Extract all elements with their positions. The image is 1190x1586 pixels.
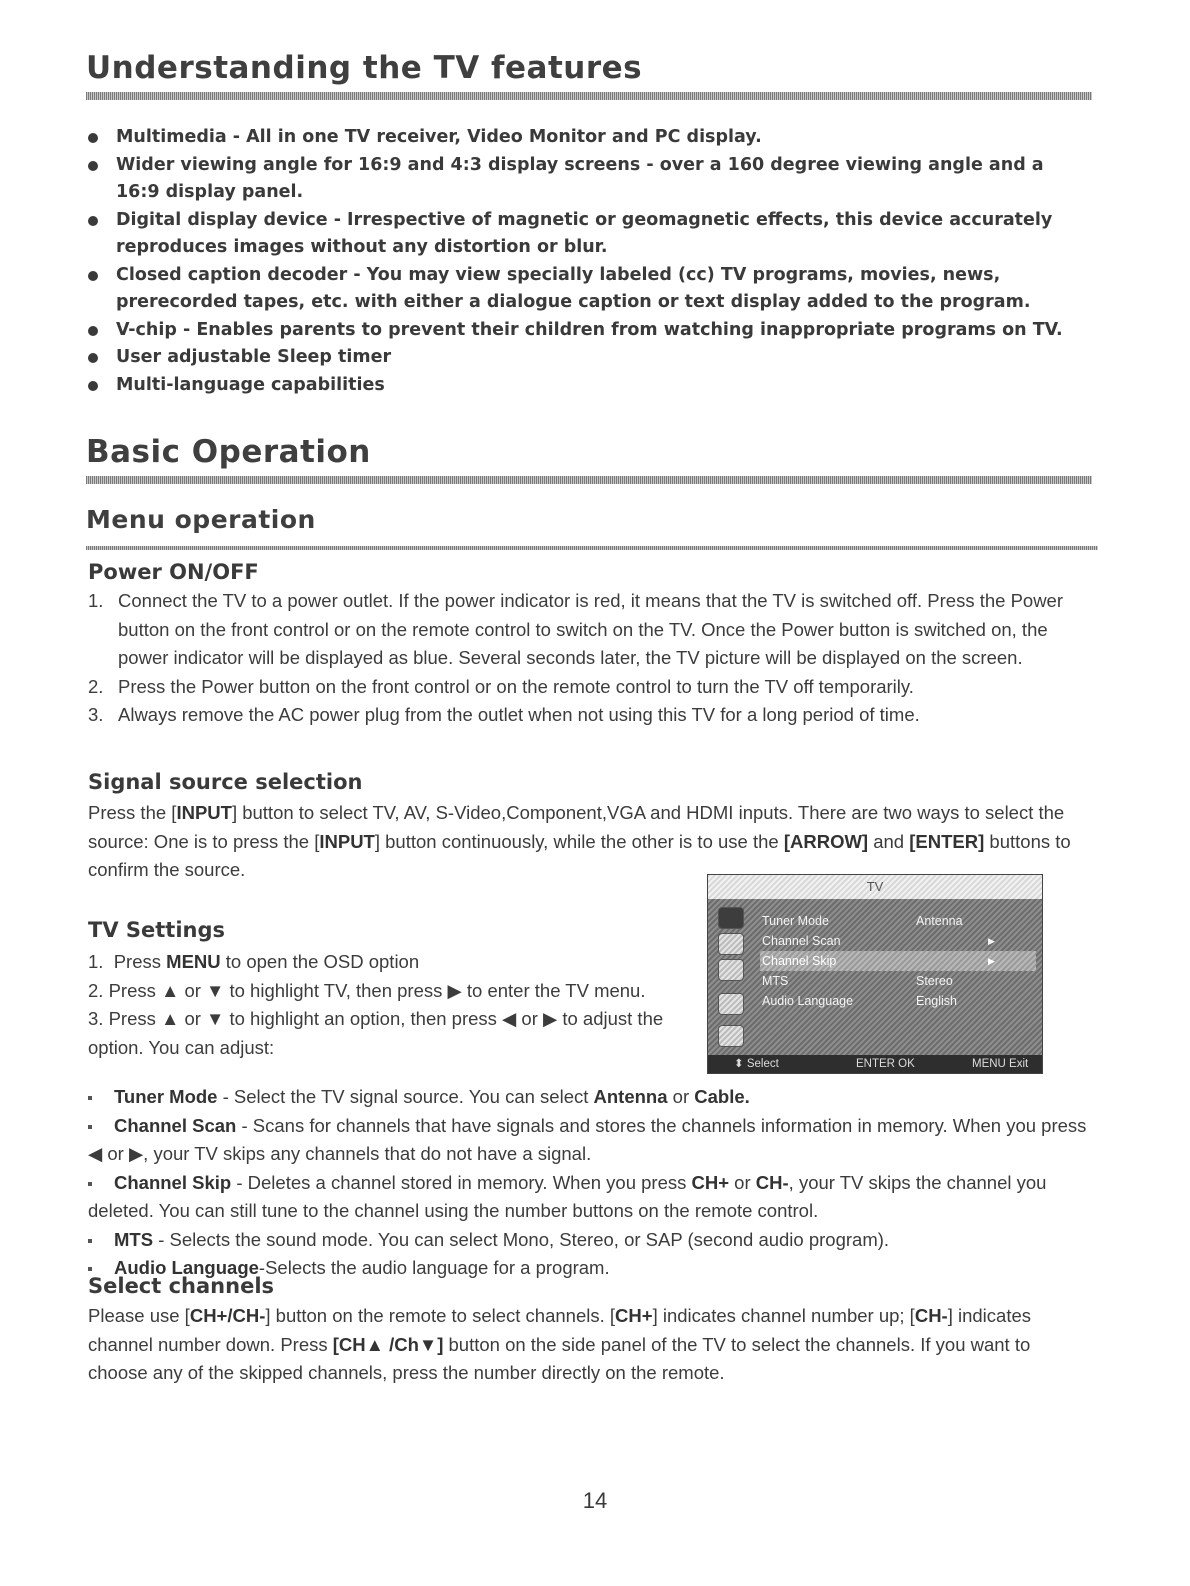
- tv-icon: [718, 1025, 744, 1047]
- osd-footer: [708, 1055, 1042, 1073]
- bullet-icon: [88, 381, 98, 391]
- bullet-icon: [88, 1125, 92, 1129]
- list-item: Channel Skip - Deletes a channel stored in memory. When you press CH+ or CH-, your TV skips the channel you deleted. You can still tune to the channel using the number buttons on the remote control.: [88, 1171, 1047, 1221]
- osd-footer-ok: ENTER OK: [856, 1058, 915, 1070]
- picture-icon: [718, 907, 744, 929]
- list-item: 1. Connect the TV to a power outlet. If the power indicator is red, it means that the TV is switched off. Press the Power button on the front control or on the remote control to switch on the TV. Once the Power button is switched on, the power indicator will be displayed as blue. Several seconds later, the TV picture will be displayed on the screen.: [88, 590, 1064, 668]
- osd-footer-select: ⬍ Select: [734, 1058, 779, 1070]
- list-item: Audio Language-Selects the audio language for a program.: [88, 1254, 1098, 1283]
- osd-row-tuner-mode: Tuner Mode Antenna: [762, 914, 963, 928]
- bullet-icon: [88, 271, 98, 281]
- osd-row-audio-language: Audio Language English: [762, 994, 957, 1008]
- page-number: 14: [582, 1488, 608, 1513]
- list-item: 3. Always remove the AC power plug from the outlet when not using this TV for a long period of time.: [88, 704, 920, 725]
- section-title-features: Understanding the TV features: [86, 50, 643, 86]
- list-item: Channel Scan - Scans for channels that have signals and stores the channels information in memory. When you press ◀ or ▶, your TV skips any channels that do not have a signal.: [88, 1114, 1087, 1164]
- step-2: 2. Press ▲ or ▼ to highlight TV, then press ▶ to enter the TV menu.: [88, 979, 646, 1001]
- bullet-icon: [88, 216, 98, 226]
- section-divider: [86, 476, 1092, 484]
- feature-list: [88, 124, 1088, 399]
- list-item: 2. Press the Power button on the front control or on the remote control to turn the TV off temporarily.: [88, 675, 914, 697]
- bullet-icon: [88, 353, 98, 363]
- list-item: Digital display device - Irrespective of magnetic or geomagnetic effects, this device accurately reproduces images without any distortion or blur.: [88, 207, 1088, 262]
- osd-menu-screenshot: [707, 874, 1043, 1074]
- step-1: 1. Press MENU to open the OSD option: [88, 951, 420, 972]
- list-item: MTS - Selects the sound mode. You can select Mono, Stereo, or SAP (second audio program).: [88, 1226, 1098, 1255]
- section-divider: [86, 92, 1092, 100]
- lock-icon: [718, 993, 744, 1015]
- tv-settings-options: [88, 1083, 1098, 1283]
- bullet-icon: [88, 1239, 92, 1243]
- list-item: V-chip - Enables parents to prevent their children from watching inappropriate programs on TV.: [88, 317, 1088, 345]
- osd-menu-rows: [760, 911, 1036, 1011]
- bullet-icon: [88, 1182, 92, 1186]
- list-item: Wider viewing angle for 16:9 and 4:3 display screens - over a 160 degree viewing angle and a 16:9 display panel.: [88, 152, 1088, 207]
- heading-select-channels: Select channels: [88, 1274, 275, 1298]
- arrow-right-icon: ▶: [988, 936, 995, 946]
- setup-icon: [718, 959, 744, 981]
- list-item: Closed caption decoder - You may view specially labeled (cc) TV programs, movies, news, prerecorded tapes, etc. with either a dialogue caption or text display added to the program.: [88, 262, 1088, 317]
- heading-signal-source: Signal source selection: [88, 770, 363, 794]
- heading-power: Power ON/OFF: [88, 560, 259, 584]
- bullet-icon: [88, 133, 98, 143]
- heading-tv-settings: TV Settings: [88, 918, 226, 942]
- osd-footer-exit: MENU Exit: [972, 1058, 1029, 1070]
- signal-source-paragraph: Press the [INPUT] button to select TV, AV, S-Video,Component,VGA and HDMI inputs. There are two ways to select the source: One is to press the [INPUT] button continuously, while the other is to use the [ARROW] and [ENTER] buttons to confirm the source.: [88, 802, 1071, 880]
- tv-settings-steps: [88, 948, 700, 1062]
- step-3: 3. Press ▲ or ▼ to highlight an option, then press ◀ or ▶ to adjust the option. You can adjust:: [88, 1008, 664, 1058]
- subsection-divider: [86, 546, 1098, 550]
- select-channels-paragraph: Please use [CH+/CH-] button on the remote to select channels. [CH+] indicates channel number up; [CH-] indicates channel number down. Press [CH▲ /Ch▼] button on the side panel of the TV to select the channels. If you want to choose any of the skipped channels, press the number directly on the remote.: [88, 1305, 1032, 1383]
- list-item: Tuner Mode - Select the TV signal source. You can select Antenna or Cable.: [88, 1083, 1098, 1112]
- bullet-icon: [88, 1267, 92, 1271]
- list-item: Multimedia - All in one TV receiver, Video Monitor and PC display.: [88, 124, 1088, 152]
- osd-row-channel-scan: Channel Scan ▶: [760, 931, 1036, 951]
- bullet-icon: [88, 326, 98, 336]
- list-item: User adjustable Sleep timer: [88, 344, 1088, 372]
- power-steps: [88, 587, 1088, 730]
- bullet-icon: [88, 1096, 92, 1100]
- bullet-icon: [88, 161, 98, 171]
- osd-icon-column: [716, 907, 748, 1047]
- osd-row-channel-skip: Channel Skip ▶: [760, 951, 1036, 971]
- sound-icon: [718, 933, 744, 955]
- osd-title: TV: [708, 875, 1042, 899]
- arrow-right-icon: ▶: [988, 956, 995, 966]
- section-title-basic-operation: Basic Operation: [86, 434, 371, 470]
- subsection-title-menu-operation: Menu operation: [86, 505, 316, 534]
- osd-row-mts: MTS Stereo: [762, 974, 953, 988]
- list-item: Multi-language capabilities: [88, 372, 1088, 400]
